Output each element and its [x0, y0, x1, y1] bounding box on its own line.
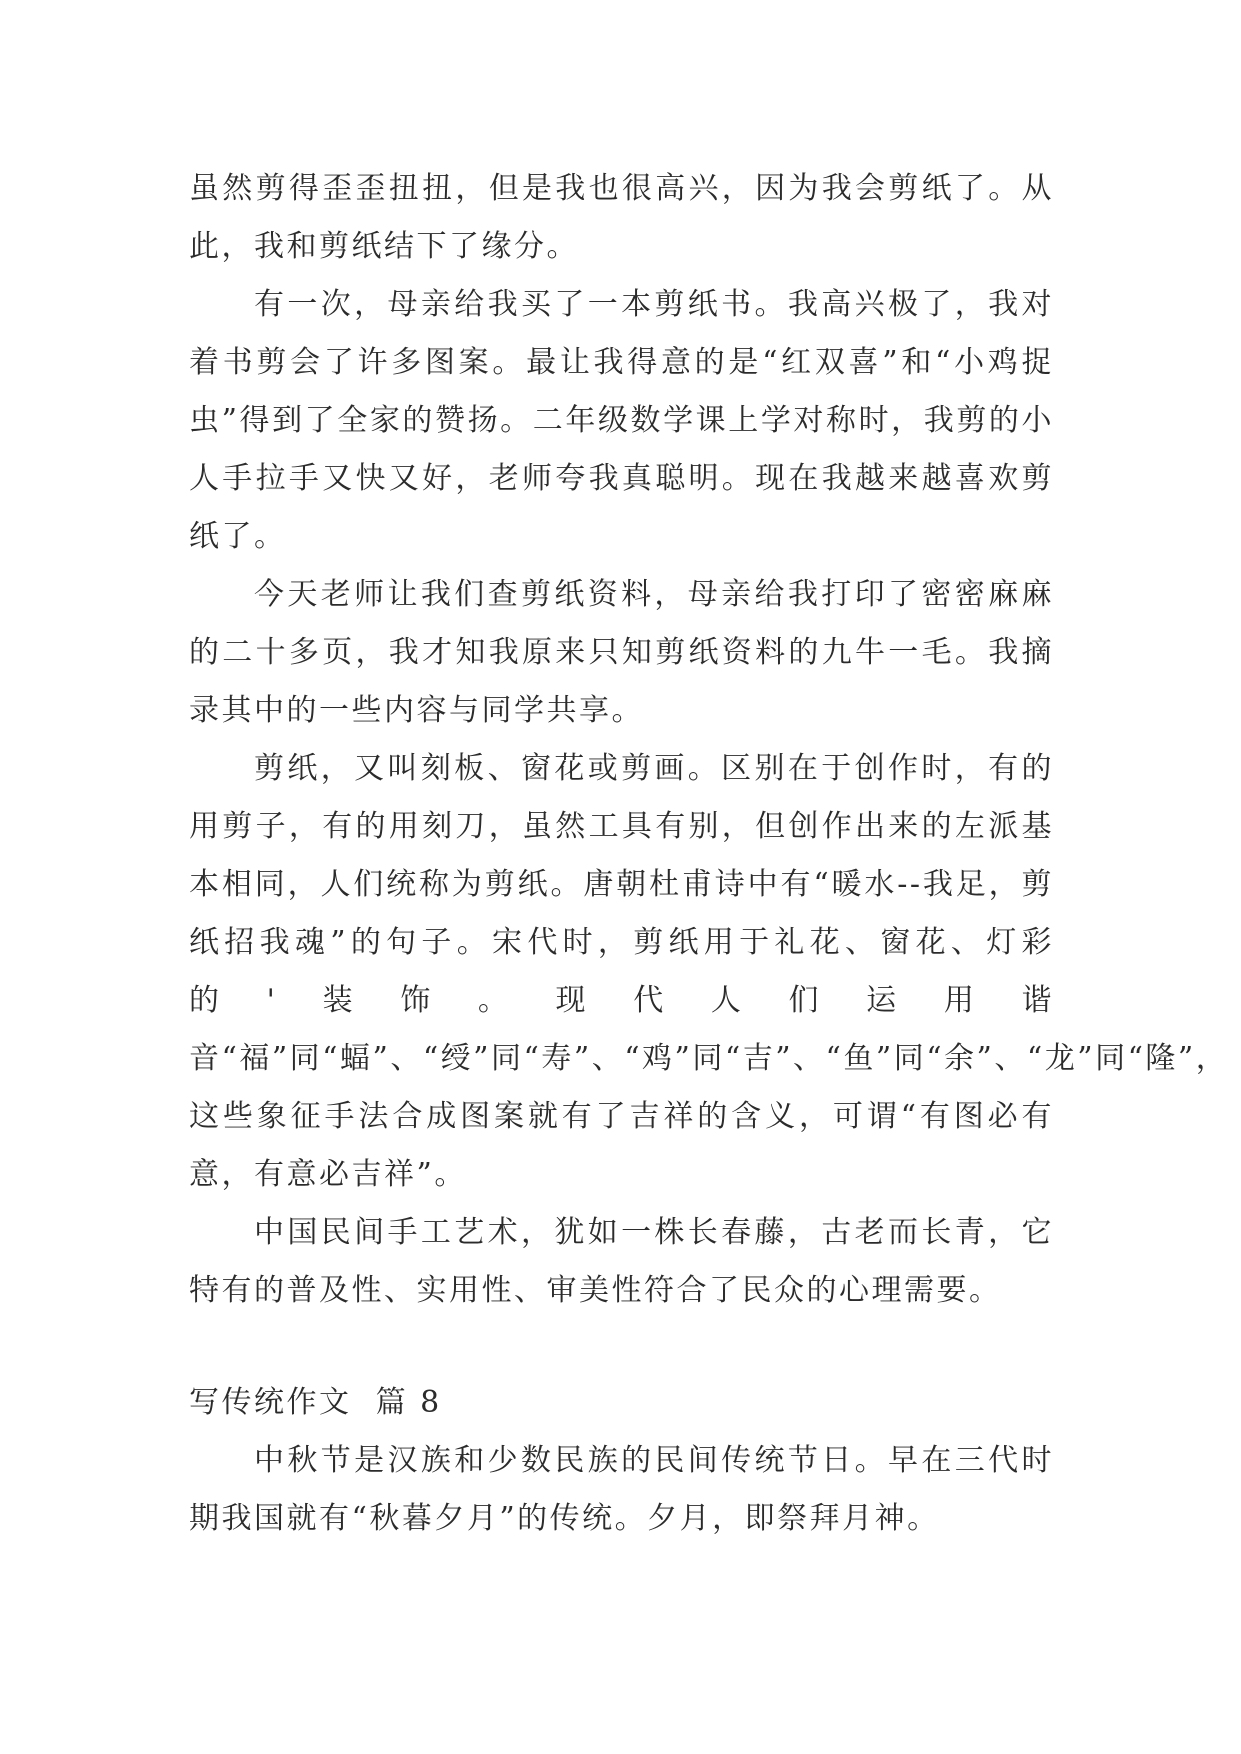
document-body: [189, 160, 1229, 1548]
paragraph-6: 中秋节是汉族和少数民族的民间传统节日。早在三代时期我国就有“秋暮夕月”的传统。夕月，即祭拜月神。: [189, 1443, 1054, 1536]
section-heading: 写传统作文 篇 8: [189, 1385, 442, 1420]
paragraph-5: 中国民间手工艺术，犹如一株长春藤，古老而长青，它特有的普及性、实用性、审美性符合了民众的心理需要。: [189, 1215, 1054, 1308]
paragraph-4: 剪纸，又叫刻板、窗花或剪画。区别在于创作时，有的用剪子，有的用刻刀，虽然工具有别，但创作出来的左派基本相同，人们统称为剪纸。唐朝杜甫诗中有“暖水--我足，剪纸招我魂”的句子。宋代时，剪纸用于礼花、窗花、灯彩的'装饰。现代人们运用谐音“福”同“蝠”、“绶”同“寿”、“鸡”同“吉”、“鱼”同“余”、“龙”同“隆”，这些象征手法合成图案就有了吉祥的含义，可谓“有图必有意，有意必吉祥”。: [189, 751, 1229, 1192]
paragraph-2: 有一次，母亲给我买了一本剪纸书。我高兴极了，我对着书剪会了许多图案。最让我得意的是“红双喜”和“小鸡捉虫”得到了全家的赞扬。二年级数学课上学对称时，我剪的小人手拉手又快又好，老师夸我真聪明。现在我越来越喜欢剪纸了。: [189, 287, 1054, 554]
paragraph-1: 虽然剪得歪歪扭扭，但是我也很高兴，因为我会剪纸了。从此，我和剪纸结下了缘分。: [189, 171, 1054, 264]
paragraph-3: 今天老师让我们查剪纸资料，母亲给我打印了密密麻麻的二十多页，我才知我原来只知剪纸资料的九牛一毛。我摘录其中的一些内容与同学共享。: [189, 577, 1054, 728]
